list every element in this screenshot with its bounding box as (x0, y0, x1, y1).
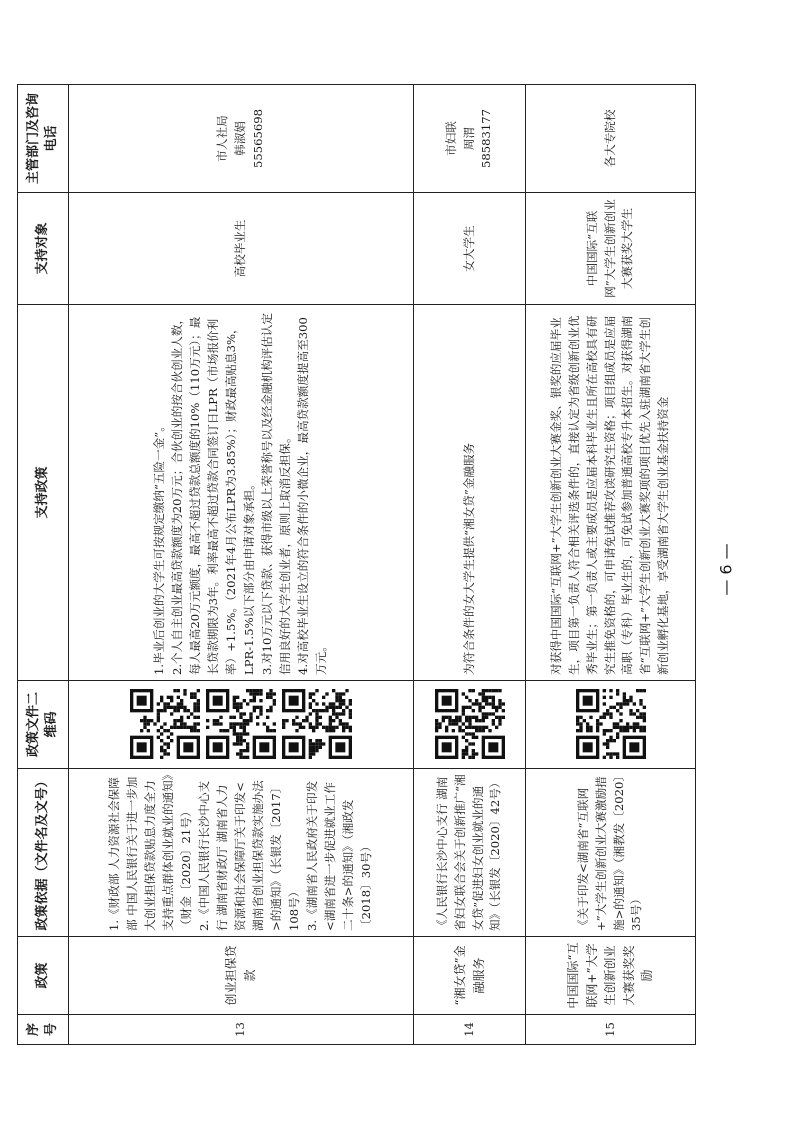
row-target: 女大学生 (414, 193, 526, 305)
row-policy: 创业担保贷款 (69, 937, 414, 1015)
row-target: 高校毕业生 (69, 193, 414, 305)
row-support (414, 305, 526, 681)
dept-line: 韩淑娟 (233, 121, 248, 156)
dept-line: 市人社局 (215, 115, 230, 162)
row-policy: “湘女贷”金融服务 (414, 937, 526, 1015)
row-qr (526, 681, 696, 769)
page-number: — 6 — (716, 543, 736, 596)
header-qr: 政策文件二维码 (18, 681, 69, 769)
row-seq: 15 (526, 1015, 696, 1045)
dept-line: 市妇联 (443, 121, 458, 156)
qr-code-icon[interactable] (435, 690, 505, 760)
support-item: 对获得中国国际“互联网+”大学生创新创业大赛金奖、银奖的应届毕业生，项目第一负责人符合相关评选条件的，直接认定为省级创新创业优秀毕业生；第一负责人或主要成员是应届本科毕业生且所在高校具有研究生推免资格的，可申请免试推荐攻读研究生资格；项目组成员是应届高职（专科）毕业生的，可免试参加普通高校专升本招生。对获得湖南省“互联网+”大学生创新创业大赛奖项的项目优先入驻湖南省大学生创新创业孵化基地，享受湖南省大学生创业基金扶持资金 (548, 315, 671, 675)
basis-item: 3.《湖南省人民政府关于印发<湖南省进一步促进就业工作二十条>的通知》（湘政发〔2018〕30号） (304, 780, 373, 931)
header-basis: 政策依据（文件名及文号） (18, 769, 69, 937)
row-dept (69, 85, 414, 193)
basis-item: 1.《财政部 人力资源社会保障部 中国人民银行关于进一步加大创业担保贷款贴息力度全力支持重点群体创业就业的通知》（财金〔2020〕21号） (107, 774, 194, 931)
header-dept: 主管部门及咨询电话 (18, 85, 69, 193)
qr-code-icon[interactable] (282, 690, 352, 760)
basis-item: 2.《中国人民银行长沙中心支行 湖南省财政厅 湖南省人力资源和社会保障厅关于印发<湖南省创业担保贷款实施办法>的通知》（长银发〔2017〕108号） (197, 780, 301, 931)
header-support: 支持政策 (18, 305, 69, 681)
basis-item: 《人民银行长沙中心支行 湖南省妇女联合会关于创新推广“湘女贷”促进妇女创业就业的通知》（长银发〔2020〕42号） (434, 774, 503, 931)
table-row (526, 85, 696, 1045)
row-target: 中国国际“互联网”大学生创新创业大赛获奖大学生 (526, 193, 696, 305)
header-row (18, 85, 69, 1045)
qr-code-icon[interactable] (206, 690, 276, 760)
row-support (526, 305, 696, 681)
support-item: 为符合条件的女大学生提供“湘女贷”金融服务 (461, 442, 476, 675)
row-qr (414, 681, 526, 769)
dept-line: 55565698 (250, 109, 265, 169)
rotated-table-container (17, 85, 697, 1045)
header-policy: 政策 (18, 937, 69, 1015)
basis-item: 《关于印发<湖南省“互联网+”大学生创新创业大赛激励措施>的通知》（湘教发〔2020〕35号） (575, 775, 644, 931)
row-support (69, 305, 414, 681)
dept-line: 各大专院校 (602, 109, 617, 168)
support-item: 2.个人自主创业最高贷款额度为20万元；合伙创业的按合伙创业人数，每人最高20万元额度，最高不超过贷款总额度的10%（110万元）；最长贷款期限为3年。利率最高不超过贷款合同签订日LPR（市场报价利率）+1.5%。（2021年4月公布LPR为3.85%）；财政最高贴息3%，LPR-1.5%以下部分由申请对象承担。 (170, 312, 256, 675)
qr-code-icon[interactable] (130, 690, 200, 760)
row-seq: 13 (69, 1015, 414, 1045)
dept-line: 周渭 (461, 126, 476, 151)
row-dept (526, 85, 696, 193)
row-policy: 中国国际“互联网+”大学生创新创业大赛获奖奖励 (526, 937, 696, 1015)
row-basis (414, 769, 526, 937)
table-row (414, 85, 526, 1045)
header-target: 支持对象 (18, 193, 69, 305)
row-qr (69, 681, 414, 769)
row-seq: 14 (414, 1015, 526, 1045)
row-basis (69, 769, 414, 937)
support-item: 4.对高校毕业生设立的符合条件的小微企业，最高贷款额度提高至300万元。 (295, 317, 328, 675)
support-item: 3.对10万元以下贷款、获得市级以上荣誉称号以及经金融机构评估认定信用良好的大学生创业者，原则上取消反担保。 (259, 312, 292, 675)
row-dept (414, 85, 526, 193)
header-seq: 序号 (18, 1015, 69, 1045)
support-item: 1.毕业后创业的大学生可按规定缴纳“五险一金”。 (152, 420, 167, 675)
table-row (69, 85, 414, 1045)
dept-line: 58583177 (479, 109, 494, 169)
policy-table (17, 84, 696, 1045)
row-basis (526, 769, 696, 937)
qr-code-icon[interactable] (576, 690, 646, 760)
